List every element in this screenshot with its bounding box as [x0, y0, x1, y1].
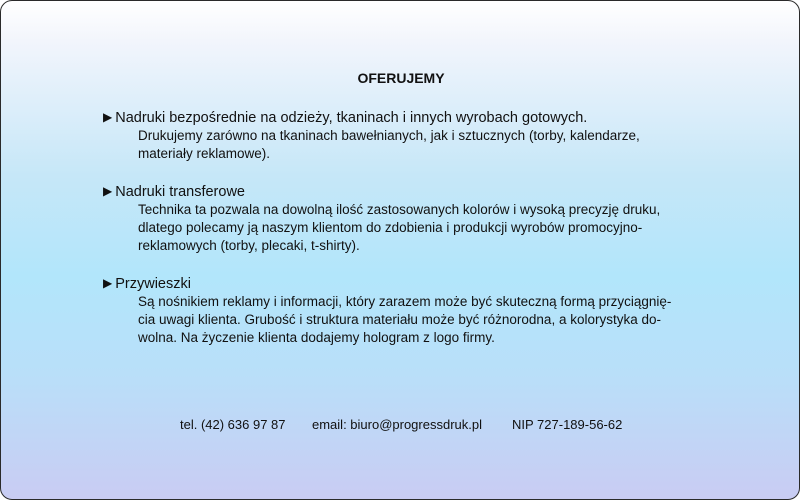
section-direct-printing	[103, 109, 703, 163]
body-line: Drukujemy zarówno na tkaninach bawełnianych, jak i sztucznych (torby, kalendarze,	[138, 128, 640, 143]
nip-number: NIP 727-189-56-62	[512, 417, 623, 432]
body-line: cia uwagi klienta. Grubość i struktura materiału może być różnorodna, a kolorystyka do-	[138, 312, 661, 327]
section-heading: ▶ Nadruki transferowe	[103, 184, 245, 200]
body-line: Są nośnikiem reklamy i informacji, który zarazem może być skuteczną formą przyciągnię-	[138, 294, 672, 309]
section-body	[138, 127, 698, 163]
section-heading: ▶ Przywieszki	[103, 276, 191, 292]
body-line: dlatego polecamy ją naszym klientom do zdobienia i produkcji wyrobów promocyjno-	[138, 220, 643, 235]
phone-number: tel. (42) 636 97 87	[180, 417, 286, 432]
section-tags	[103, 275, 703, 347]
body-line: reklamowych (torby, plecaki, t-shirty).	[138, 238, 360, 253]
section-body	[138, 293, 698, 347]
body-line: wolna. Na życzenie klienta dodajemy hologram z logo firmy.	[138, 330, 495, 345]
arrow-right-icon: ▶	[103, 184, 113, 198]
arrow-right-icon: ▶	[103, 276, 113, 290]
section-transfer-printing	[103, 183, 703, 255]
section-heading: ▶ Nadruki bezpośrednie na odzieży, tkaninach i innych wyrobach gotowych.	[103, 110, 588, 126]
section-body	[138, 201, 698, 255]
body-line: Technika ta pozwala na dowolną ilość zastosowanych kolorów i wysoką precyzję druku,	[138, 202, 661, 217]
arrow-right-icon: ▶	[103, 110, 113, 124]
page-title: OFERUJEMY	[357, 70, 445, 86]
body-line: materiały reklamowe).	[138, 146, 271, 161]
email-address[interactable]: email: biuro@progressdruk.pl	[312, 417, 482, 432]
